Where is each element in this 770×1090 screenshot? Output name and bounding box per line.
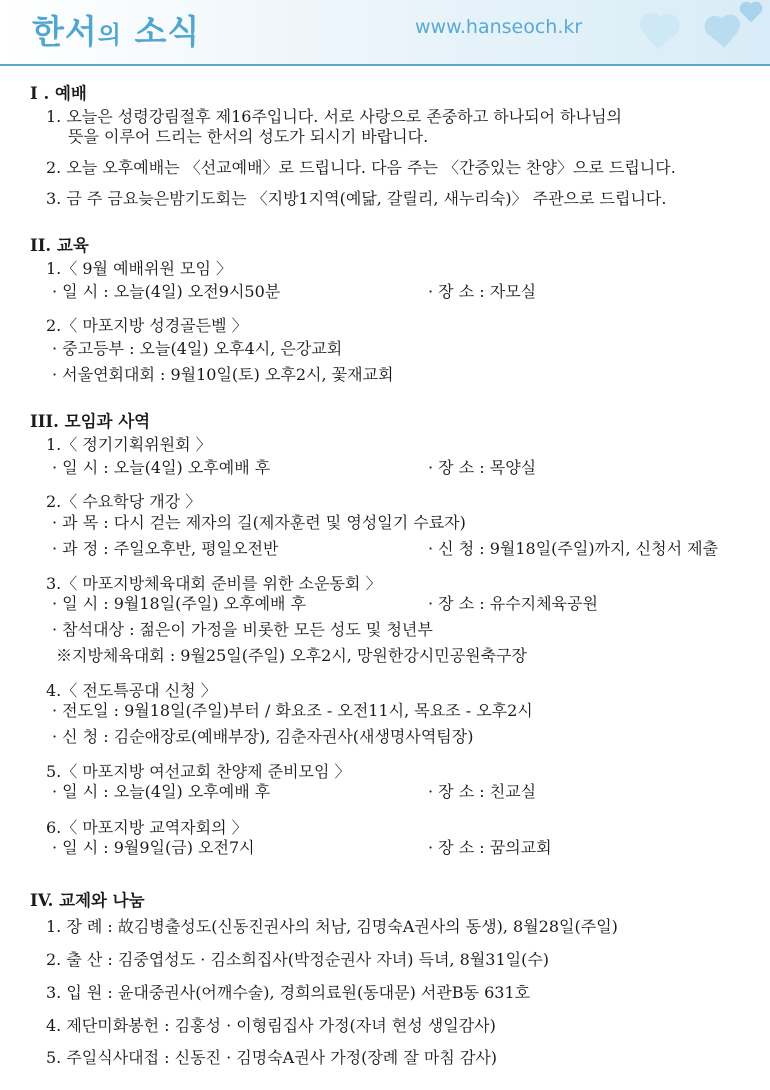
- worship-item-1-line-2: 뜻을 이루어 드리는 한서의 성도가 되시기 바랍니다.: [68, 127, 429, 146]
- ministry-item-5-place: · 장 소 : 친교실: [428, 782, 537, 801]
- ministry-item-6-place: · 장 소 : 꿈의교회: [428, 838, 552, 857]
- ministry-item-1-date: · 일 시 : 오늘(4일) 오후예배 후: [52, 458, 271, 477]
- section-heading-ministry: III. 모임과 사역: [30, 412, 151, 431]
- title-main: 한서: [32, 12, 98, 51]
- ministry-item-2-title: 2.〈 수요학당 개강 〉: [46, 492, 202, 511]
- title-particle: 의: [97, 21, 122, 49]
- header-divider: [0, 64, 770, 66]
- education-item-2-title: 2.〈 마포지방 성경골든벨 〉: [46, 316, 248, 335]
- section-heading-worship: I . 예배: [30, 84, 87, 103]
- worship-item-2: 2. 오늘 오후예배는 〈선교예배〉로 드립니다. 다음 주는 〈간증있는 찬양〉으로 드립니다.: [46, 158, 676, 177]
- ministry-item-3-target: · 참석대상 : 젊은이 가정을 비롯한 모든 성도 및 청년부: [52, 620, 433, 639]
- ministry-item-1-title: 1.〈 정기기획위원회 〉: [46, 435, 212, 454]
- fellowship-item-3: 3. 입 원 : 윤대중권사(어깨수술), 경희의료원(동대문) 서관B동 631호: [46, 983, 531, 1002]
- ministry-item-6-title: 6.〈 마포지방 교역자회의 〉: [46, 818, 248, 837]
- section-heading-fellowship: IV. 교제와 나눔: [30, 891, 145, 910]
- ministry-item-5-title: 5.〈 마포지방 여선교회 찬양제 준비모임 〉: [46, 762, 351, 781]
- worship-item-3: 3. 금 주 금요늦은밤기도회는 〈지방1지역(예닮, 갈릴리, 새누리숙)〉 주관으로 드립니다.: [46, 189, 667, 208]
- fellowship-item-1: 1. 장 례 : 故김병출성도(신동진권사의 처남, 김명숙A권사의 동생), 8월28일(주일): [46, 917, 618, 936]
- title-rest: 소식: [134, 12, 201, 51]
- education-item-1-date: · 일 시 : 오늘(4일) 오전9시50분: [52, 282, 281, 301]
- education-item-2-seoul-conference: · 서울연회대회 : 9월10일(토) 오후2시, 꽃재교회: [52, 365, 394, 384]
- ministry-item-3-date: · 일 시 : 9월18일(주일) 오후예배 후: [52, 594, 307, 613]
- education-item-2-middle-high: · 중고등부 : 오늘(4일) 오후4시, 은강교회: [52, 339, 343, 358]
- heart-icon: [742, 4, 761, 23]
- ministry-item-3-title: 3.〈 마포지방체육대회 준비를 위한 소운동회 〉: [46, 574, 382, 593]
- ministry-item-5-date: · 일 시 : 오늘(4일) 오후예배 후: [52, 782, 271, 801]
- ministry-item-2-apply: · 신 청 : 9월18일(주일)까지, 신청서 제출: [428, 539, 719, 558]
- fellowship-item-4: 4. 제단미화봉헌 : 김홍성 · 이형림집사 가정(자녀 현성 생일감사): [46, 1016, 496, 1035]
- ministry-item-3-place: · 장 소 : 유수지체육공원: [428, 594, 598, 613]
- education-item-1-place: · 장 소 : 자모실: [428, 282, 537, 301]
- ministry-item-2-subject: · 과 목 : 다시 걷는 제자의 길(제자훈련 및 영성일기 수료자): [52, 513, 466, 532]
- ministry-item-1-place: · 장 소 : 목양실: [428, 458, 537, 477]
- worship-item-1-line-1: 1. 오늘은 성령강림절후 제16주입니다. 서로 사랑으로 존중하고 하나되어 하나님의: [46, 107, 622, 126]
- ministry-item-4-title: 4.〈 전도특공대 신청 〉: [46, 681, 217, 700]
- website-url: www.hanseoch.kr: [415, 16, 583, 38]
- fellowship-item-5: 5. 주일식사대접 : 신동진 · 김명숙A권사 가정(장례 잘 마침 감사): [46, 1048, 498, 1067]
- ministry-item-4-day: · 전도일 : 9월18일(주일)부터 / 화요조 - 오전11시, 목요조 - 오후2시: [52, 701, 533, 720]
- section-heading-education: II. 교육: [30, 236, 89, 255]
- education-item-1-title: 1.〈 9월 예배위원 모임 〉: [46, 259, 232, 278]
- page-title: [32, 6, 200, 53]
- heart-icon: [643, 17, 676, 50]
- ministry-item-4-apply: · 신 청 : 김순애장로(예배부장), 김춘자권사(새생명사역팀장): [52, 727, 474, 746]
- header-banner: [0, 0, 770, 64]
- fellowship-item-2: 2. 출 산 : 김중엽성도 · 김소희집사(박정순권사 자녀) 득녀, 8월31일(수): [46, 950, 550, 969]
- ministry-item-3-note: ※지방체육대회 : 9월25일(주일) 오후2시, 망원한강시민공원축구장: [56, 646, 527, 665]
- ministry-item-2-course: · 과 정 : 주일오후반, 평일오전반: [52, 539, 279, 558]
- heart-icon: [708, 18, 737, 47]
- ministry-item-6-date: · 일 시 : 9월9일(금) 오전7시: [52, 838, 255, 857]
